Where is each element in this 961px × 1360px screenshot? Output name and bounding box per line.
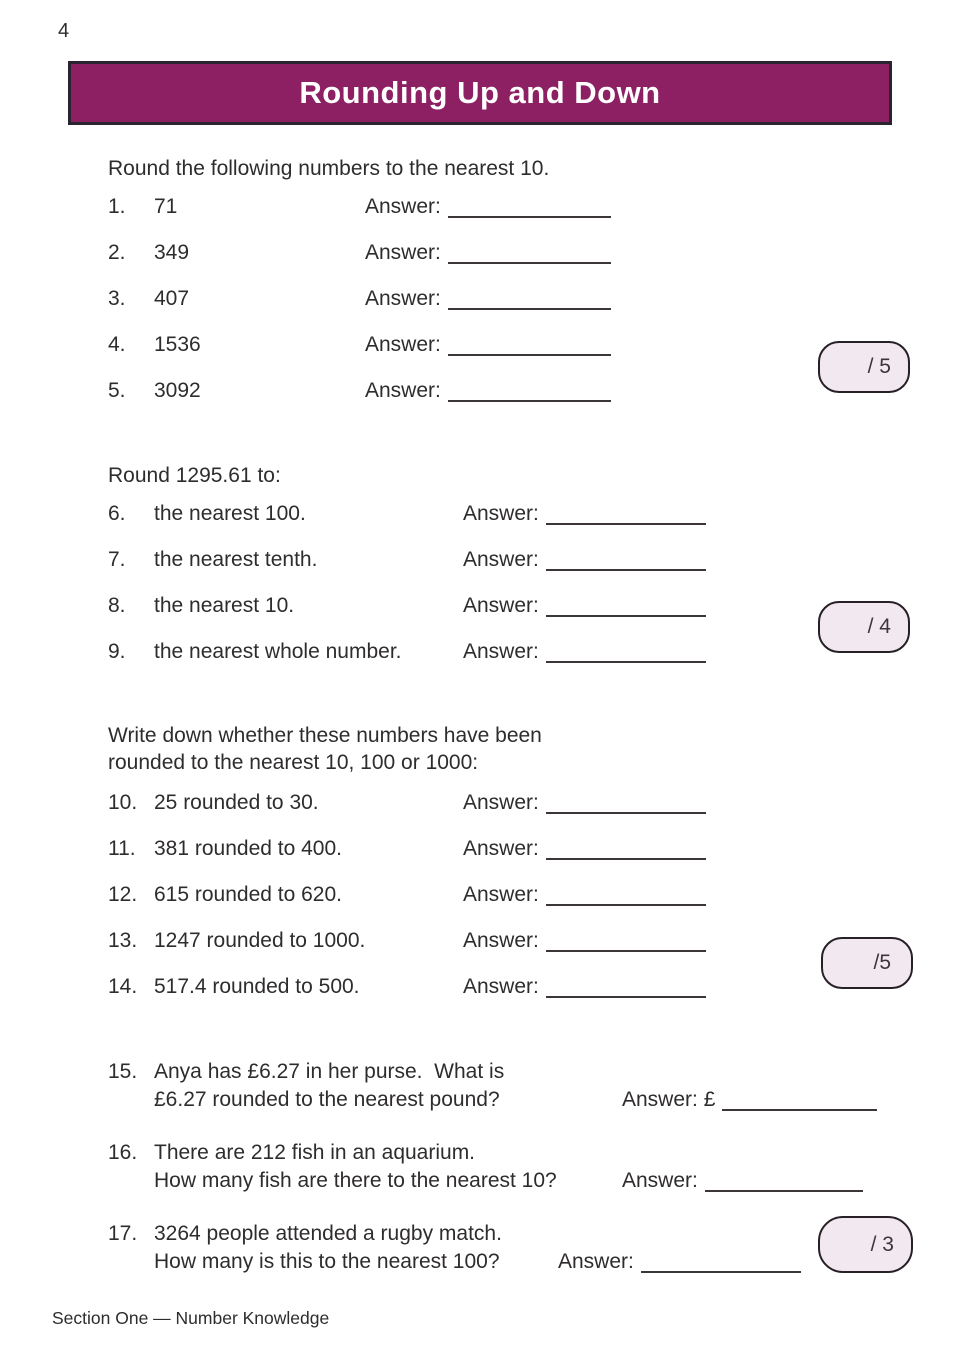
question-text: the nearest whole number.	[154, 640, 402, 663]
question-number: 11.	[108, 837, 136, 860]
question-text: the nearest 10.	[154, 594, 295, 617]
answer-label: Answer:	[463, 594, 539, 617]
answer-area	[622, 1167, 863, 1195]
answer-blank	[546, 932, 706, 952]
question-row	[108, 835, 908, 881]
question-text: 615 rounded to 620.	[154, 883, 342, 906]
answer-area	[365, 193, 611, 220]
answer-area	[558, 1248, 801, 1276]
answer-blank	[722, 1091, 877, 1111]
answer-label: Answer:	[463, 975, 539, 998]
question-row	[108, 881, 908, 927]
score-box-section2	[818, 601, 910, 653]
question-list	[108, 500, 908, 684]
section-rounded-to-which	[108, 722, 908, 1019]
question-row	[108, 546, 908, 592]
question-row	[108, 377, 908, 423]
answer-area	[463, 881, 706, 908]
score-box-section4	[818, 1216, 913, 1273]
answer-blank	[546, 643, 706, 663]
question-text: the nearest 100.	[154, 502, 306, 525]
answer-blank	[546, 886, 706, 906]
question-line-2: How many is this to the nearest 100?	[154, 1249, 500, 1273]
question-list	[108, 789, 908, 1019]
answer-blank	[546, 794, 706, 814]
answer-area	[463, 500, 706, 527]
answer-blank	[448, 244, 611, 264]
question-text	[154, 1220, 502, 1275]
question-line-1: Anya has £6.27 in her purse. What is	[154, 1060, 505, 1083]
answer-label: Answer:	[365, 379, 441, 402]
section-intro-line2: rounded to the nearest 10, 100 or 1000:	[108, 751, 479, 774]
answer-label: Answer:	[463, 929, 539, 952]
question-row	[108, 239, 908, 285]
answer-label: Answer:	[463, 548, 539, 571]
answer-label: Answer:	[558, 1249, 634, 1273]
question-row	[108, 927, 908, 973]
answer-blank	[448, 198, 611, 218]
answer-label: Answer:	[463, 837, 539, 860]
section-round-1295-61	[108, 462, 908, 684]
question-row	[108, 1058, 908, 1113]
question-text: 1536	[154, 333, 201, 356]
section-intro: Round 1295.61 to:	[108, 464, 281, 487]
answer-blank	[546, 597, 706, 617]
question-row	[108, 285, 908, 331]
question-text: 407	[154, 287, 190, 310]
question-row	[108, 500, 908, 546]
question-text: 349	[154, 241, 190, 264]
question-number: 10.	[108, 791, 138, 814]
question-text: the nearest tenth.	[154, 548, 318, 571]
section-intro: Round the following numbers to the nearest 10.	[108, 157, 550, 180]
answer-area	[463, 835, 706, 862]
answer-blank	[641, 1253, 801, 1273]
question-line-2: How many fish are there to the nearest 10?	[154, 1168, 557, 1192]
answer-label: Answer:	[463, 883, 539, 906]
answer-label: Answer: £	[622, 1087, 716, 1111]
question-line-1: There are 212 fish in an aquarium.	[154, 1141, 476, 1164]
section-word-problems	[108, 1058, 908, 1301]
answer-label: Answer:	[365, 241, 441, 264]
answer-blank	[546, 551, 706, 571]
section-round-to-nearest-10	[108, 155, 908, 423]
answer-area	[463, 592, 706, 619]
answer-area	[365, 285, 611, 312]
answer-blank	[546, 840, 706, 860]
answer-blank	[448, 290, 611, 310]
answer-label: Answer:	[622, 1168, 698, 1192]
question-number: 2.	[108, 241, 126, 264]
question-row	[108, 789, 908, 835]
question-number: 5.	[108, 379, 126, 402]
question-number: 12.	[108, 883, 138, 906]
score-value: / 4	[867, 615, 891, 638]
section-intro-line1: Write down whether these numbers have been	[108, 724, 542, 747]
section-footer: Section One — Number Knowledge	[52, 1308, 330, 1328]
page-number: 4	[58, 20, 70, 42]
question-row	[108, 592, 908, 638]
question-number: 6.	[108, 502, 126, 525]
answer-label: Answer:	[365, 333, 441, 356]
question-row	[108, 1220, 908, 1275]
answer-area	[365, 377, 611, 404]
question-row	[108, 973, 908, 1019]
question-number: 7.	[108, 548, 126, 571]
answer-blank	[546, 978, 706, 998]
answer-area	[463, 638, 706, 665]
page-title: Rounding Up and Down	[299, 75, 661, 110]
question-text: 381 rounded to 400.	[154, 837, 342, 860]
question-row	[108, 331, 908, 377]
score-box-section3	[821, 937, 913, 989]
answer-blank	[705, 1172, 863, 1192]
question-text: 3092	[154, 379, 201, 402]
question-number: 3.	[108, 287, 126, 310]
score-value: / 3	[870, 1232, 894, 1256]
question-number: 4.	[108, 333, 126, 356]
answer-label: Answer:	[365, 287, 441, 310]
answer-label: Answer:	[463, 640, 539, 663]
title-banner	[68, 61, 892, 125]
answer-area	[463, 973, 706, 1000]
question-number: 16.	[108, 1141, 138, 1164]
score-value: /5	[873, 951, 891, 974]
answer-blank	[546, 505, 706, 525]
answer-blank	[448, 382, 611, 402]
score-box-section1	[818, 341, 910, 393]
question-number: 9.	[108, 640, 126, 663]
question-line-2: £6.27 rounded to the nearest pound?	[154, 1087, 500, 1111]
answer-area	[463, 546, 706, 573]
answer-area	[365, 331, 611, 358]
question-number: 13.	[108, 929, 138, 952]
answer-label: Answer:	[365, 195, 441, 218]
question-row	[108, 638, 908, 684]
question-text: 71	[154, 195, 178, 218]
answer-label: Answer:	[463, 502, 539, 525]
question-number: 17.	[108, 1222, 138, 1245]
question-line-1: 3264 people attended a rugby match.	[154, 1222, 502, 1245]
score-value: / 5	[867, 355, 891, 378]
question-row	[108, 193, 908, 239]
question-text: 1247 rounded to 1000.	[154, 929, 366, 952]
question-number: 14.	[108, 975, 138, 998]
answer-label: Answer:	[463, 791, 539, 814]
answer-area	[365, 239, 611, 266]
question-number: 1.	[108, 195, 126, 218]
question-text	[154, 1139, 557, 1194]
answer-area	[622, 1086, 877, 1114]
question-number: 15.	[108, 1060, 138, 1083]
question-text: 517.4 rounded to 500.	[154, 975, 360, 998]
question-row	[108, 1139, 908, 1194]
answer-area	[463, 789, 706, 816]
question-list	[108, 193, 908, 423]
question-text: 25 rounded to 30.	[154, 791, 319, 814]
answer-blank	[448, 336, 611, 356]
question-number: 8.	[108, 594, 126, 617]
question-text	[154, 1058, 504, 1113]
answer-area	[463, 927, 706, 954]
